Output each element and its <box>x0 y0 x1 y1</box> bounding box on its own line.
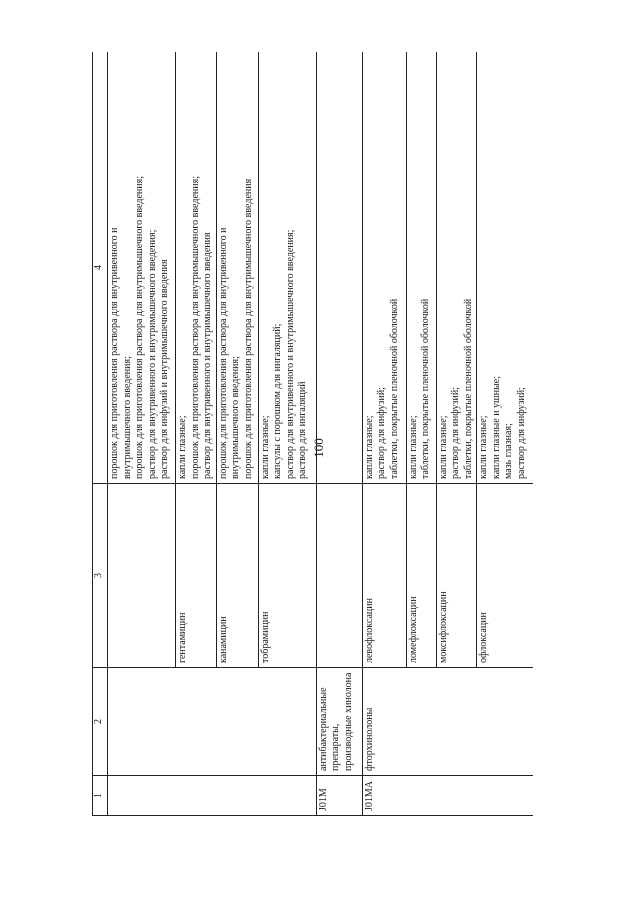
atc-code-cell: J01M <box>316 776 362 816</box>
drug-cell: офлоксацин <box>477 484 534 668</box>
form-line: порошок для приготовления раствора для внутривенного и <box>109 227 120 479</box>
drug-cell: моксифлоксацин <box>436 484 477 668</box>
page-number: 100 <box>311 438 326 458</box>
atc-code-cell <box>216 776 258 816</box>
forms-cell <box>108 52 176 484</box>
table-row <box>176 52 217 816</box>
group-cell <box>316 668 362 776</box>
form-line: раствор для ингаляций <box>297 381 308 479</box>
atc-code-cell <box>436 776 477 816</box>
table-viewport <box>92 52 533 816</box>
form-line: капли глазные и ушные; <box>490 375 502 479</box>
header-cell-2: 2 <box>93 668 108 776</box>
form-line: порошок для приготовления раствора для внутримышечного введения; <box>134 176 145 479</box>
group-cell <box>176 668 217 776</box>
group-cell <box>406 668 436 776</box>
form-line: порошок для приготовления раствора для внутримышечного введения; <box>189 176 201 479</box>
group-cell: фторхинолоны <box>362 668 406 776</box>
forms-cell <box>477 52 534 484</box>
form-line: внутримышечного введения; <box>121 356 133 479</box>
form-line: таблетки, покрытые пленочной оболочкой <box>388 298 400 479</box>
form-line: внутримышечного введения; <box>230 356 241 479</box>
form-line: мазь глазная; <box>503 423 514 479</box>
form-line: капли глазные; <box>478 415 489 479</box>
table-row <box>406 52 436 816</box>
form-line: капли глазные; <box>259 415 271 479</box>
forms-cell <box>406 52 436 484</box>
drug-table <box>92 52 533 816</box>
drug-cell: гентамицин <box>176 484 217 668</box>
drug-cell: тобрамицин <box>258 484 316 668</box>
drug-cell <box>316 484 362 668</box>
atc-code-cell: J01MA <box>362 776 406 816</box>
form-line: порошок для приготовления раствора для внутримышечного введения <box>242 178 254 479</box>
group-cell <box>477 668 534 776</box>
form-line: капли глазные; <box>177 415 188 479</box>
form-line: раствор для внутривенного и внутримышечного введения; <box>284 229 296 479</box>
table-row <box>362 52 406 816</box>
table-row <box>216 52 258 816</box>
group-cell <box>436 668 477 776</box>
header-cell-4: 4 <box>93 52 108 484</box>
form-line: капли глазные; <box>363 415 375 479</box>
form-line: таблетки, покрытые пленочной оболочкой <box>420 298 431 479</box>
drug-cell: ломефлоксацин <box>406 484 436 668</box>
header-row <box>93 52 108 816</box>
header-cell-3: 3 <box>93 484 108 668</box>
group-cell <box>216 668 258 776</box>
table-row <box>258 52 316 816</box>
header-cell-1: 1 <box>93 776 108 816</box>
table-row <box>477 52 534 816</box>
atc-code-cell <box>406 776 436 816</box>
table-frame <box>92 52 533 816</box>
atc-code-cell <box>258 776 316 816</box>
forms-cell <box>176 52 217 484</box>
form-line: раствор для внутривенного и внутримышечного введения <box>202 232 213 479</box>
forms-cell <box>362 52 406 484</box>
group-label: антибактериальные препараты, производные хинолона <box>317 672 354 771</box>
form-line: таблетки, покрытые пленочной оболочкой <box>462 298 474 479</box>
drug-cell: левофлоксацин <box>362 484 406 668</box>
table-body <box>108 52 534 816</box>
form-line: раствор для инфузий и внутримышечного введения <box>159 259 170 479</box>
group-cell <box>108 668 176 776</box>
form-line: раствор для инфузий; <box>450 387 461 479</box>
atc-code-cell <box>477 776 534 816</box>
forms-cell <box>316 52 362 484</box>
drug-cell <box>108 484 176 668</box>
table-row <box>436 52 477 816</box>
group-cell <box>258 668 316 776</box>
drug-cell: канамицин <box>216 484 258 668</box>
form-line: раствор для внутривенного и внутримышечного введения; <box>146 229 158 479</box>
atc-code-cell <box>108 776 176 816</box>
form-line: капли глазные; <box>437 415 449 479</box>
table-row <box>316 52 362 816</box>
table-row <box>108 52 176 816</box>
atc-code-cell <box>176 776 217 816</box>
form-line: раствор для инфузий; <box>515 387 527 479</box>
forms-cell <box>216 52 258 484</box>
form-line: капли глазные; <box>407 415 419 479</box>
forms-cell <box>436 52 477 484</box>
form-line: раствор для инфузий; <box>376 387 387 479</box>
form-line: порошок для приготовления раствора для внутривенного и <box>217 227 229 479</box>
form-line: капсулы с порошком для ингаляций; <box>272 323 283 479</box>
forms-cell <box>258 52 316 484</box>
